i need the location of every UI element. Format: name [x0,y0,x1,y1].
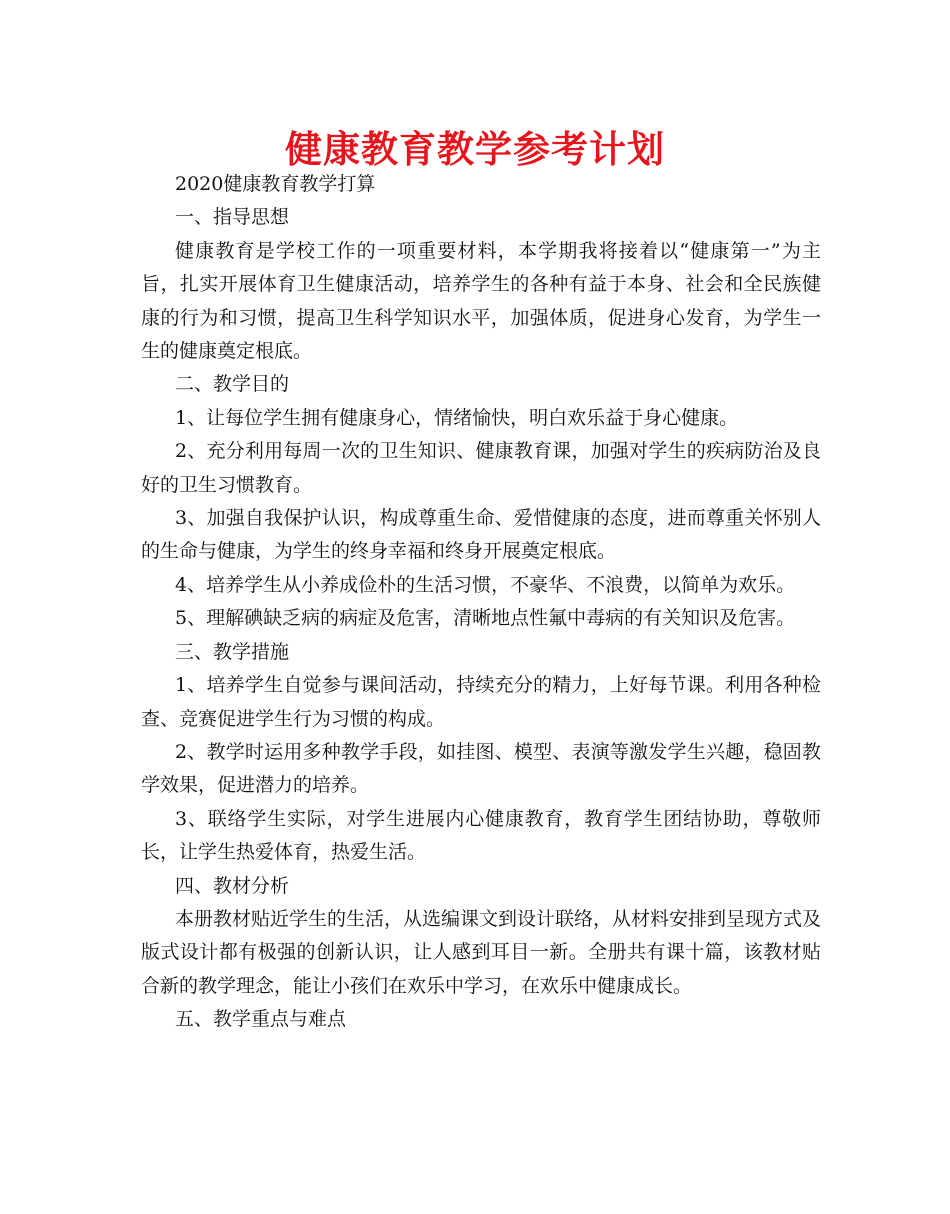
heading-key-points: 五、教学重点与难点 [175,1008,347,1031]
paragraph: 本册教材贴近学生的生活，从选编课文到设计联络，从材料安排到呈现方式及版式设计都有极强的创新认识，让人感到耳目一新。全册共有课十篇，该教材贴合新的教学理念，能让小孩们在欢乐中学习，在欢乐中健康成长。 [141,907,822,997]
paragraph: 2、充分利用每周一次的卫生知识、健康教育课，加强对学生的疾病防治及良好的卫生习惯教育。 [141,440,821,496]
paragraph: 5、理解碘缺乏病的病症及危害，清晰地点性氟中毒病的有关知识及危害。 [175,607,796,630]
paragraph: 1、让每位学生拥有健康身心，情绪愉快，明白欢乐益于身心健康。 [175,406,739,429]
paragraph: 1、培养学生自觉参与课间活动，持续充分的精力，上好每节课。利用各种检查、竞赛促进学生行为习惯的构成。 [141,674,821,730]
heading-textbook-analysis: 四、教材分析 [175,874,290,897]
heading-guiding-ideology: 一、指导思想 [175,206,290,229]
document-title: 健康教育教学参考计划 [285,128,665,171]
paragraph: 3、加强自我保护认识，构成尊重生命、爱惜健康的态度，进而尊重关怀别人的生命与健康，为学生的终身幸福和终身开展奠定根底。 [141,507,821,563]
heading-teaching-measures: 三、教学措施 [175,640,290,663]
paragraph: 2、教学时运用多种教学手段，如挂图、模型、表演等激发学生兴趣，稳固教学效果，促进潜力的培养。 [141,740,821,797]
paragraph: 健康教育是学校工作的一项重要材料，本学期我将接着以“健康第一”为主旨，扎实开展体育卫生健康活动，培养学生的各种有益于本身、社会和全民族健康的行为和习惯，提高卫生科学知识水平，加强体质，促进身心发育，为学生一生的健康奠定根底。 [141,239,821,363]
heading-teaching-goals: 二、教学目的 [175,373,290,396]
paragraph-subtitle: 2020健康教育教学打算 [175,173,376,195]
paragraph: 3、联络学生实际，对学生进展内心健康教育，教育学生团结协助，尊敬师长，让学生热爱体育，热爱生活。 [141,807,821,864]
paragraph: 4、培养学生从小养成俭朴的生活习惯，不豪华、不浪费，以简单为欢乐。 [175,573,796,596]
document-body [141,168,821,1037]
